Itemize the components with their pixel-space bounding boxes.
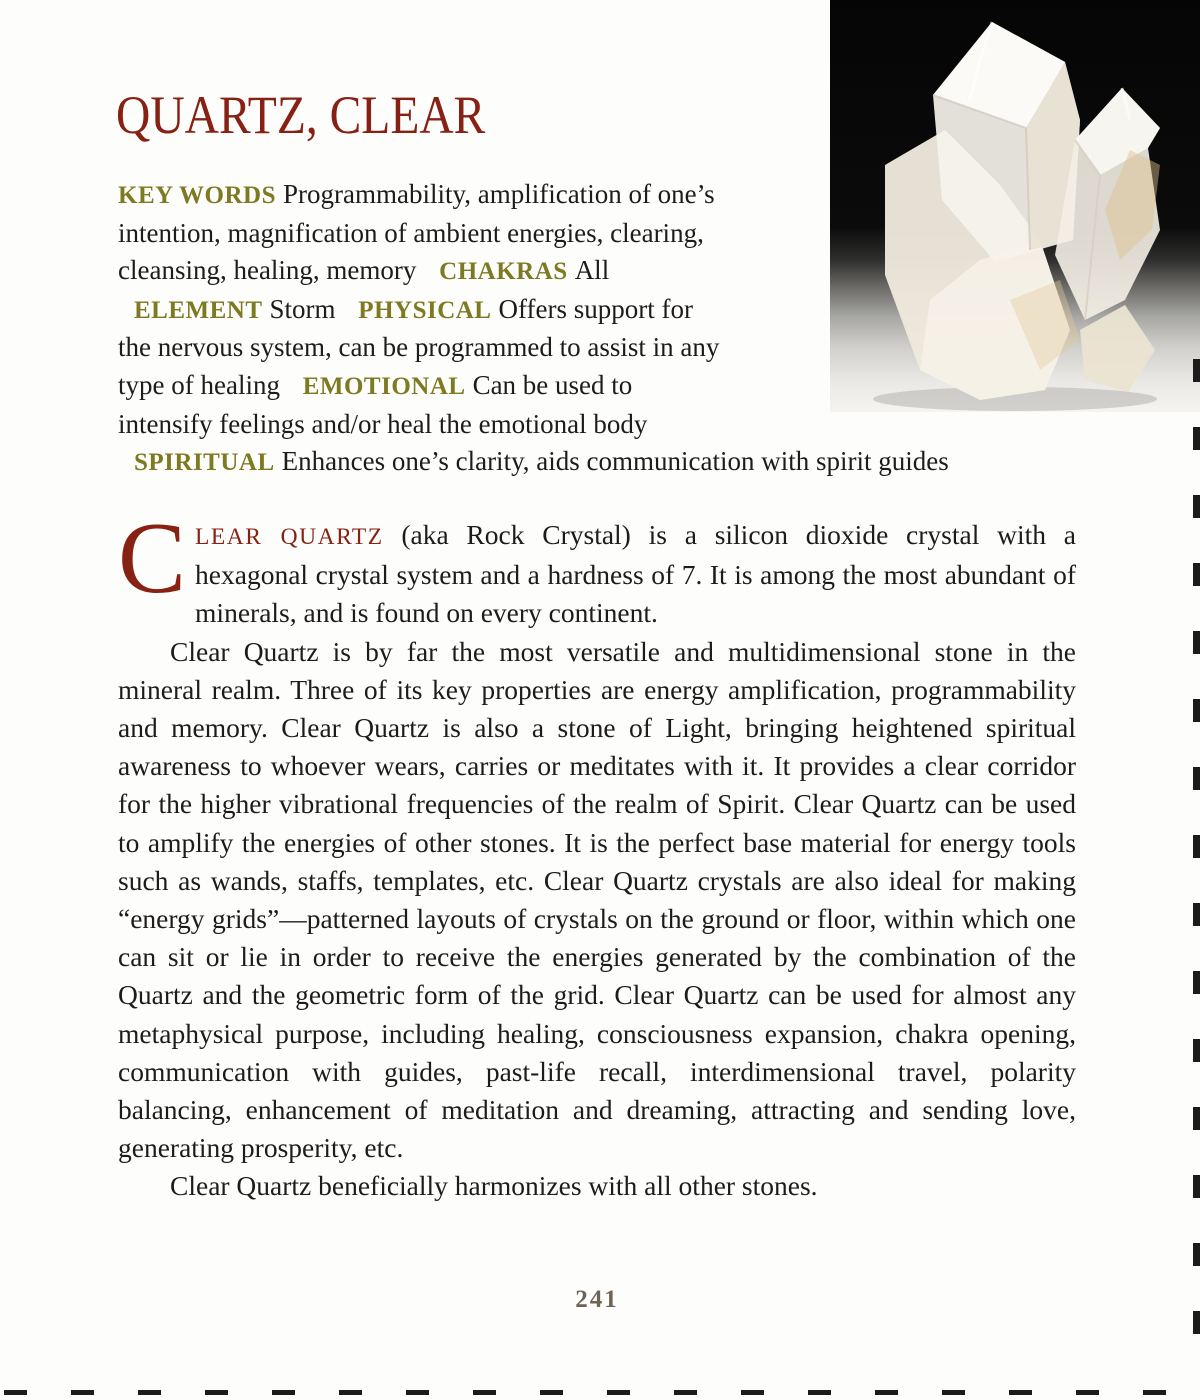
property-label-physical: PHYSICAL bbox=[358, 296, 492, 324]
properties-block bbox=[118, 176, 1076, 482]
page-title: QUARTZ, CLEAR bbox=[116, 85, 486, 145]
property-label-key-words: KEY WORDS bbox=[118, 182, 277, 209]
page-number: 241 bbox=[575, 1286, 619, 1313]
harmony-paragraph: Clear Quartz beneficially harmonizes with all other stones. bbox=[170, 1170, 818, 1202]
property-label-emotional: EMOTIONAL bbox=[302, 372, 466, 400]
property-label-element: ELEMENT bbox=[134, 296, 263, 324]
property-label-chakras: CHAKRAS bbox=[439, 258, 568, 286]
property-value-emotional: Can be used to intensify feelings and/or heal the emotional body bbox=[118, 369, 648, 439]
intro-text: (aka Rock Crystal) is a silicon dioxide crystal with a hexagonal crystal system and a hardness of 7. It is among the most abundant of minerals, and is found on every continent. bbox=[195, 519, 1076, 629]
bottom-edge-dashes bbox=[4, 1390, 1200, 1395]
property-value-chakras: All bbox=[574, 255, 610, 286]
drop-cap: C bbox=[118, 502, 187, 615]
property-label-spiritual: SPIRITUAL bbox=[134, 449, 275, 477]
property-value-key-words: Programmability, amplification of one’s intention, magnification of ambient energies, clearing, cleansing, healing, memory bbox=[118, 179, 715, 286]
intro-paragraph bbox=[118, 502, 1076, 633]
lead-smallcaps: LEAR QUARTZ bbox=[195, 524, 384, 550]
property-value-physical: Offers support for the nervous system, can be programmed to assist in any type of healing bbox=[118, 293, 720, 400]
body-paragraph: Clear Quartz is by far the most versatile and multidimensional stone in the mineral realm. Three of its key properties are energy amplification, programmability and memory. Clear Quartz is also a stone of Light, bringing heightened spiritual awareness to whoever wears, carries or meditates with it. It provides a clear corridor for the higher vibrational frequencies of the realm of Spirit. Clear Quartz can be used to amplify the energies of other stones. It is the perfect base material for energy tools such as wands, staffs, templates, etc. Clear Quartz crystals are also ideal for making “energy grids”—patterned layouts of crystals on the ground or floor, within which one can sit or lie in order to receive the energies generated by the combination of the Quartz and the geometric form of the grid. Clear Quartz can be used for almost any metaphysical purpose, including healing, consciousness expansion, chakra opening, communication with guides, past-life recall, interdimensional travel, polarity balancing, enhancement of meditation and dreaming, attracting and sending love, generating prosperity, etc. bbox=[118, 635, 1076, 1164]
photo-wrap-spacer bbox=[728, 176, 1076, 416]
page-edge-ticks bbox=[1193, 359, 1200, 1359]
article-body bbox=[118, 502, 1076, 1206]
property-value-element: Storm bbox=[269, 293, 336, 324]
property-value-spiritual: Enhances one’s clarity, aids communication with spirit guides bbox=[281, 446, 949, 477]
